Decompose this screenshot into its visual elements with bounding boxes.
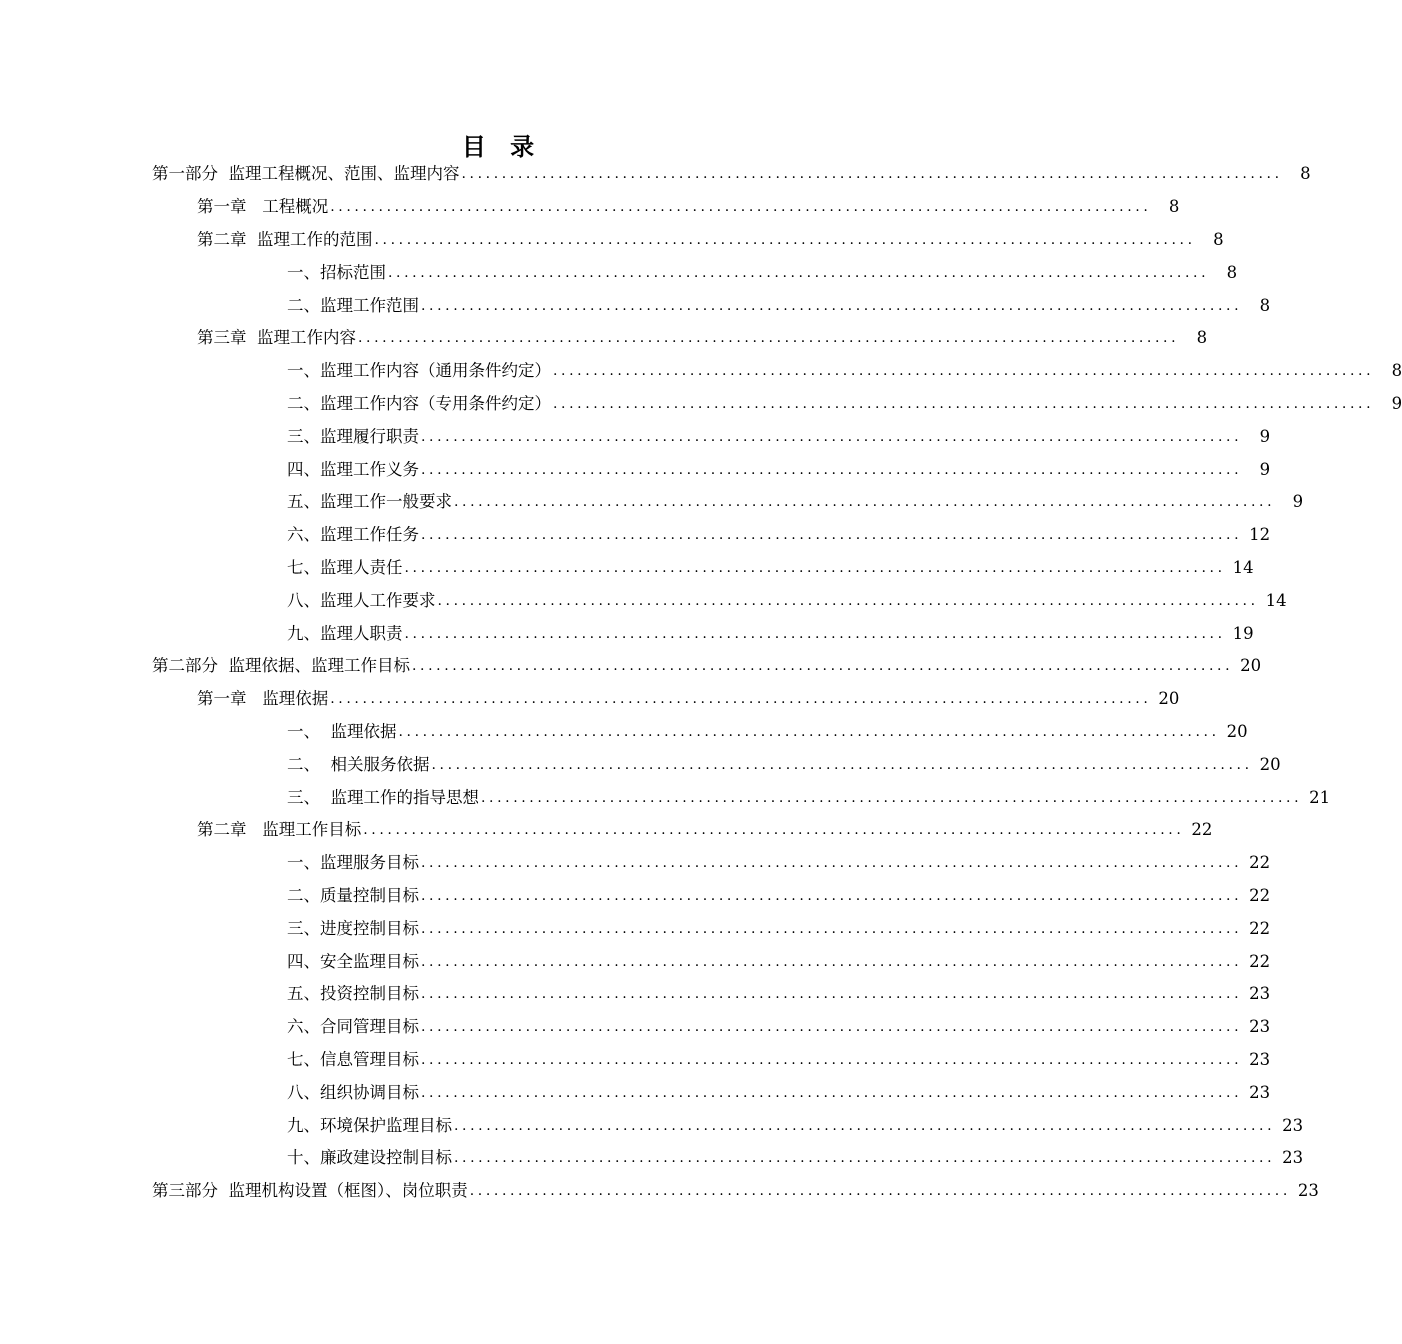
toc-part-entry[interactable] <box>0 1175 1319 1208</box>
toc-dot-leader: ...................................................................................................... <box>374 231 1196 248</box>
toc-entry-title: 五、投资控制目标 <box>287 984 419 1004</box>
toc-dot-leader: ...................................................................................................... <box>421 1084 1243 1101</box>
toc-dot-leader: ...................................................................................................... <box>421 428 1243 445</box>
toc-entry-title: 第三章 监理工作内容 <box>197 328 356 348</box>
toc-page-number: 8 <box>1259 295 1271 315</box>
toc-entry-title: 三、监理履行职责 <box>287 426 419 446</box>
toc-entry-title: 三、进度控制目标 <box>287 918 419 938</box>
toc-entry-title: 五、监理工作一般要求 <box>287 492 452 512</box>
toc-dot-leader: ...................................................................................................... <box>421 855 1243 872</box>
toc-entry-title: 十、廉政建设控制目标 <box>287 1148 452 1168</box>
toc-entry-title: 六、合同管理目标 <box>287 1017 419 1037</box>
toc-dot-leader: ...................................................................................................... <box>421 297 1243 314</box>
toc-section-entry[interactable] <box>0 880 1271 913</box>
toc-page-number: 9 <box>1259 459 1271 479</box>
toc-dot-leader: ...................................................................................................... <box>412 658 1234 675</box>
toc-entry-title: 第一章 监理依据 <box>197 689 329 709</box>
toc-dot-leader: ...................................................................................................... <box>363 822 1185 839</box>
toc-page-number: 20 <box>1226 721 1248 741</box>
toc-entry-title: 四、监理工作义务 <box>287 459 419 479</box>
toc-entry-title: 七、监理人责任 <box>287 557 403 577</box>
toc-page-number: 23 <box>1282 1148 1304 1168</box>
toc-dot-leader: ...................................................................................................... <box>553 363 1375 380</box>
toc-section-entry[interactable] <box>0 1044 1271 1077</box>
toc-page-number: 23 <box>1249 1017 1271 1037</box>
toc-entry-title: 二、 相关服务依据 <box>287 754 430 774</box>
toc-entry-title: 四、安全监理目标 <box>287 951 419 971</box>
toc-dot-leader: ...................................................................................................... <box>421 1019 1243 1036</box>
toc-dot-leader: ...................................................................................................... <box>454 1117 1276 1134</box>
toc-page-number: 9 <box>1391 393 1402 413</box>
toc-chapter-entry[interactable] <box>0 683 1180 716</box>
toc-section-entry[interactable] <box>0 420 1271 453</box>
toc-dot-leader: ...................................................................................................... <box>330 691 1152 708</box>
toc-page-number: 23 <box>1249 1082 1271 1102</box>
toc-section-entry[interactable] <box>0 945 1271 978</box>
toc-page-number: 22 <box>1249 951 1271 971</box>
toc-page-number: 23 <box>1282 1115 1304 1135</box>
toc-section-entry[interactable] <box>0 519 1271 552</box>
toc-section-entry[interactable] <box>0 716 1248 749</box>
toc-part-entry[interactable] <box>0 158 1311 191</box>
toc-dot-leader: ...................................................................................................... <box>481 789 1303 806</box>
toc-section-entry[interactable] <box>0 781 1331 814</box>
toc-page-number: 8 <box>1391 361 1402 381</box>
toc-section-entry[interactable] <box>0 256 1238 289</box>
toc-chapter-entry[interactable] <box>0 224 1224 257</box>
toc-page-number: 14 <box>1232 557 1254 577</box>
toc-entry-title: 六、监理工作任务 <box>287 525 419 545</box>
toc-entry-title: 第一部分 监理工程概况、范围、监理内容 <box>152 164 460 184</box>
toc-entry-title: 九、环境保护监理目标 <box>287 1115 452 1135</box>
toc-page-number: 22 <box>1249 918 1271 938</box>
toc-page-number: 8 <box>1168 197 1180 217</box>
toc-section-entry[interactable] <box>0 1011 1271 1044</box>
toc-page-number: 20 <box>1240 656 1262 676</box>
toc-section-entry[interactable] <box>0 388 1402 421</box>
toc-section-entry[interactable] <box>0 847 1271 880</box>
toc-entry-title: 第二章 监理工作的范围 <box>197 229 373 249</box>
toc-entry-title: 九、监理人职责 <box>287 623 403 643</box>
toc-dot-leader: ...................................................................................................... <box>421 461 1243 478</box>
toc-dot-leader: ...................................................................................................... <box>404 625 1226 642</box>
toc-entry-title: 一、 监理依据 <box>287 721 397 741</box>
toc-section-entry[interactable] <box>0 978 1271 1011</box>
toc-entry-title: 二、质量控制目标 <box>287 885 419 905</box>
toc-entry-title: 一、监理服务目标 <box>287 853 419 873</box>
toc-entry-title: 一、招标范围 <box>287 262 386 282</box>
toc-dot-leader: ...................................................................................................... <box>454 1150 1276 1167</box>
toc-entry-title: 三、 监理工作的指导思想 <box>287 787 479 807</box>
toc-page-number: 9 <box>1259 426 1271 446</box>
toc-page-number: 8 <box>1300 164 1311 184</box>
page-title: 目 录 <box>461 133 543 161</box>
toc-page-number: 8 <box>1226 262 1238 282</box>
toc-section-entry[interactable] <box>0 1142 1304 1175</box>
toc-section-entry[interactable] <box>0 617 1254 650</box>
toc-page-number: 22 <box>1191 820 1213 840</box>
toc-dot-leader: ...................................................................................................... <box>330 199 1152 216</box>
toc-dot-leader: ...................................................................................................... <box>398 723 1220 740</box>
toc-entry-title: 二、监理工作范围 <box>287 295 419 315</box>
toc-page-number: 21 <box>1309 787 1331 807</box>
toc-page-number: 19 <box>1232 623 1254 643</box>
toc-entry-title: 第二章 监理工作目标 <box>197 820 362 840</box>
toc-section-entry[interactable] <box>0 584 1287 617</box>
toc-section-entry[interactable] <box>0 486 1304 519</box>
toc-section-entry[interactable] <box>0 289 1271 322</box>
toc-dot-leader: ...................................................................................................... <box>431 756 1253 773</box>
toc-page-number: 8 <box>1213 229 1224 249</box>
toc-page-number: 9 <box>1292 492 1304 512</box>
toc-section-entry[interactable] <box>0 748 1281 781</box>
toc-dot-leader: ...................................................................................................... <box>469 1183 1291 1200</box>
toc-page-number: 20 <box>1259 754 1281 774</box>
toc-dot-leader: ...................................................................................................... <box>421 953 1243 970</box>
toc-entry-title: 八、组织协调目标 <box>287 1082 419 1102</box>
toc-section-entry[interactable] <box>0 1109 1304 1142</box>
toc-page-number: 12 <box>1249 525 1271 545</box>
toc-dot-leader: ...................................................................................................... <box>421 986 1243 1003</box>
toc-chapter-entry[interactable] <box>0 191 1180 224</box>
toc-entry-title: 第一章 工程概况 <box>197 197 329 217</box>
toc-page-number: 20 <box>1158 689 1180 709</box>
toc-dot-leader: ...................................................................................................... <box>421 920 1243 937</box>
toc-chapter-entry[interactable] <box>0 322 1208 355</box>
toc-page-number: 23 <box>1249 984 1271 1004</box>
toc-dot-leader: ...................................................................................................... <box>358 330 1180 347</box>
toc-part-entry[interactable] <box>0 650 1262 683</box>
toc-dot-leader: ...................................................................................................... <box>461 166 1283 183</box>
toc-dot-leader: ...................................................................................................... <box>388 264 1210 281</box>
toc-dot-leader: ...................................................................................................... <box>553 395 1375 412</box>
toc-dot-leader: ...................................................................................................... <box>404 559 1226 576</box>
toc-section-entry[interactable] <box>0 453 1271 486</box>
toc-dot-leader: ...................................................................................................... <box>421 527 1243 544</box>
toc-section-entry[interactable] <box>0 355 1402 388</box>
toc-entry-title: 一、监理工作内容（通用条件约定） <box>287 361 551 381</box>
toc-page-number: 22 <box>1249 885 1271 905</box>
table-of-contents <box>0 158 1402 1208</box>
toc-page-number: 14 <box>1265 590 1287 610</box>
toc-entry-title: 七、信息管理目标 <box>287 1049 419 1069</box>
toc-page-number: 22 <box>1249 853 1271 873</box>
toc-page-number: 23 <box>1297 1181 1319 1201</box>
toc-chapter-entry[interactable] <box>0 814 1213 847</box>
toc-dot-leader: ...................................................................................................... <box>421 1051 1243 1068</box>
toc-dot-leader: ...................................................................................................... <box>437 592 1259 609</box>
toc-entry-title: 第二部分 监理依据、监理工作目标 <box>152 656 410 676</box>
toc-section-entry[interactable] <box>0 1076 1271 1109</box>
toc-dot-leader: ...................................................................................................... <box>454 494 1276 511</box>
toc-entry-title: 第三部分 监理机构设置（框图）、岗位职责 <box>152 1181 468 1201</box>
toc-page-number: 8 <box>1196 328 1208 348</box>
toc-section-entry[interactable] <box>0 912 1271 945</box>
toc-dot-leader: ...................................................................................................... <box>421 887 1243 904</box>
toc-entry-title: 八、监理人工作要求 <box>287 590 436 610</box>
toc-page-number: 23 <box>1249 1049 1271 1069</box>
toc-section-entry[interactable] <box>0 552 1254 585</box>
toc-entry-title: 二、监理工作内容（专用条件约定） <box>287 393 551 413</box>
